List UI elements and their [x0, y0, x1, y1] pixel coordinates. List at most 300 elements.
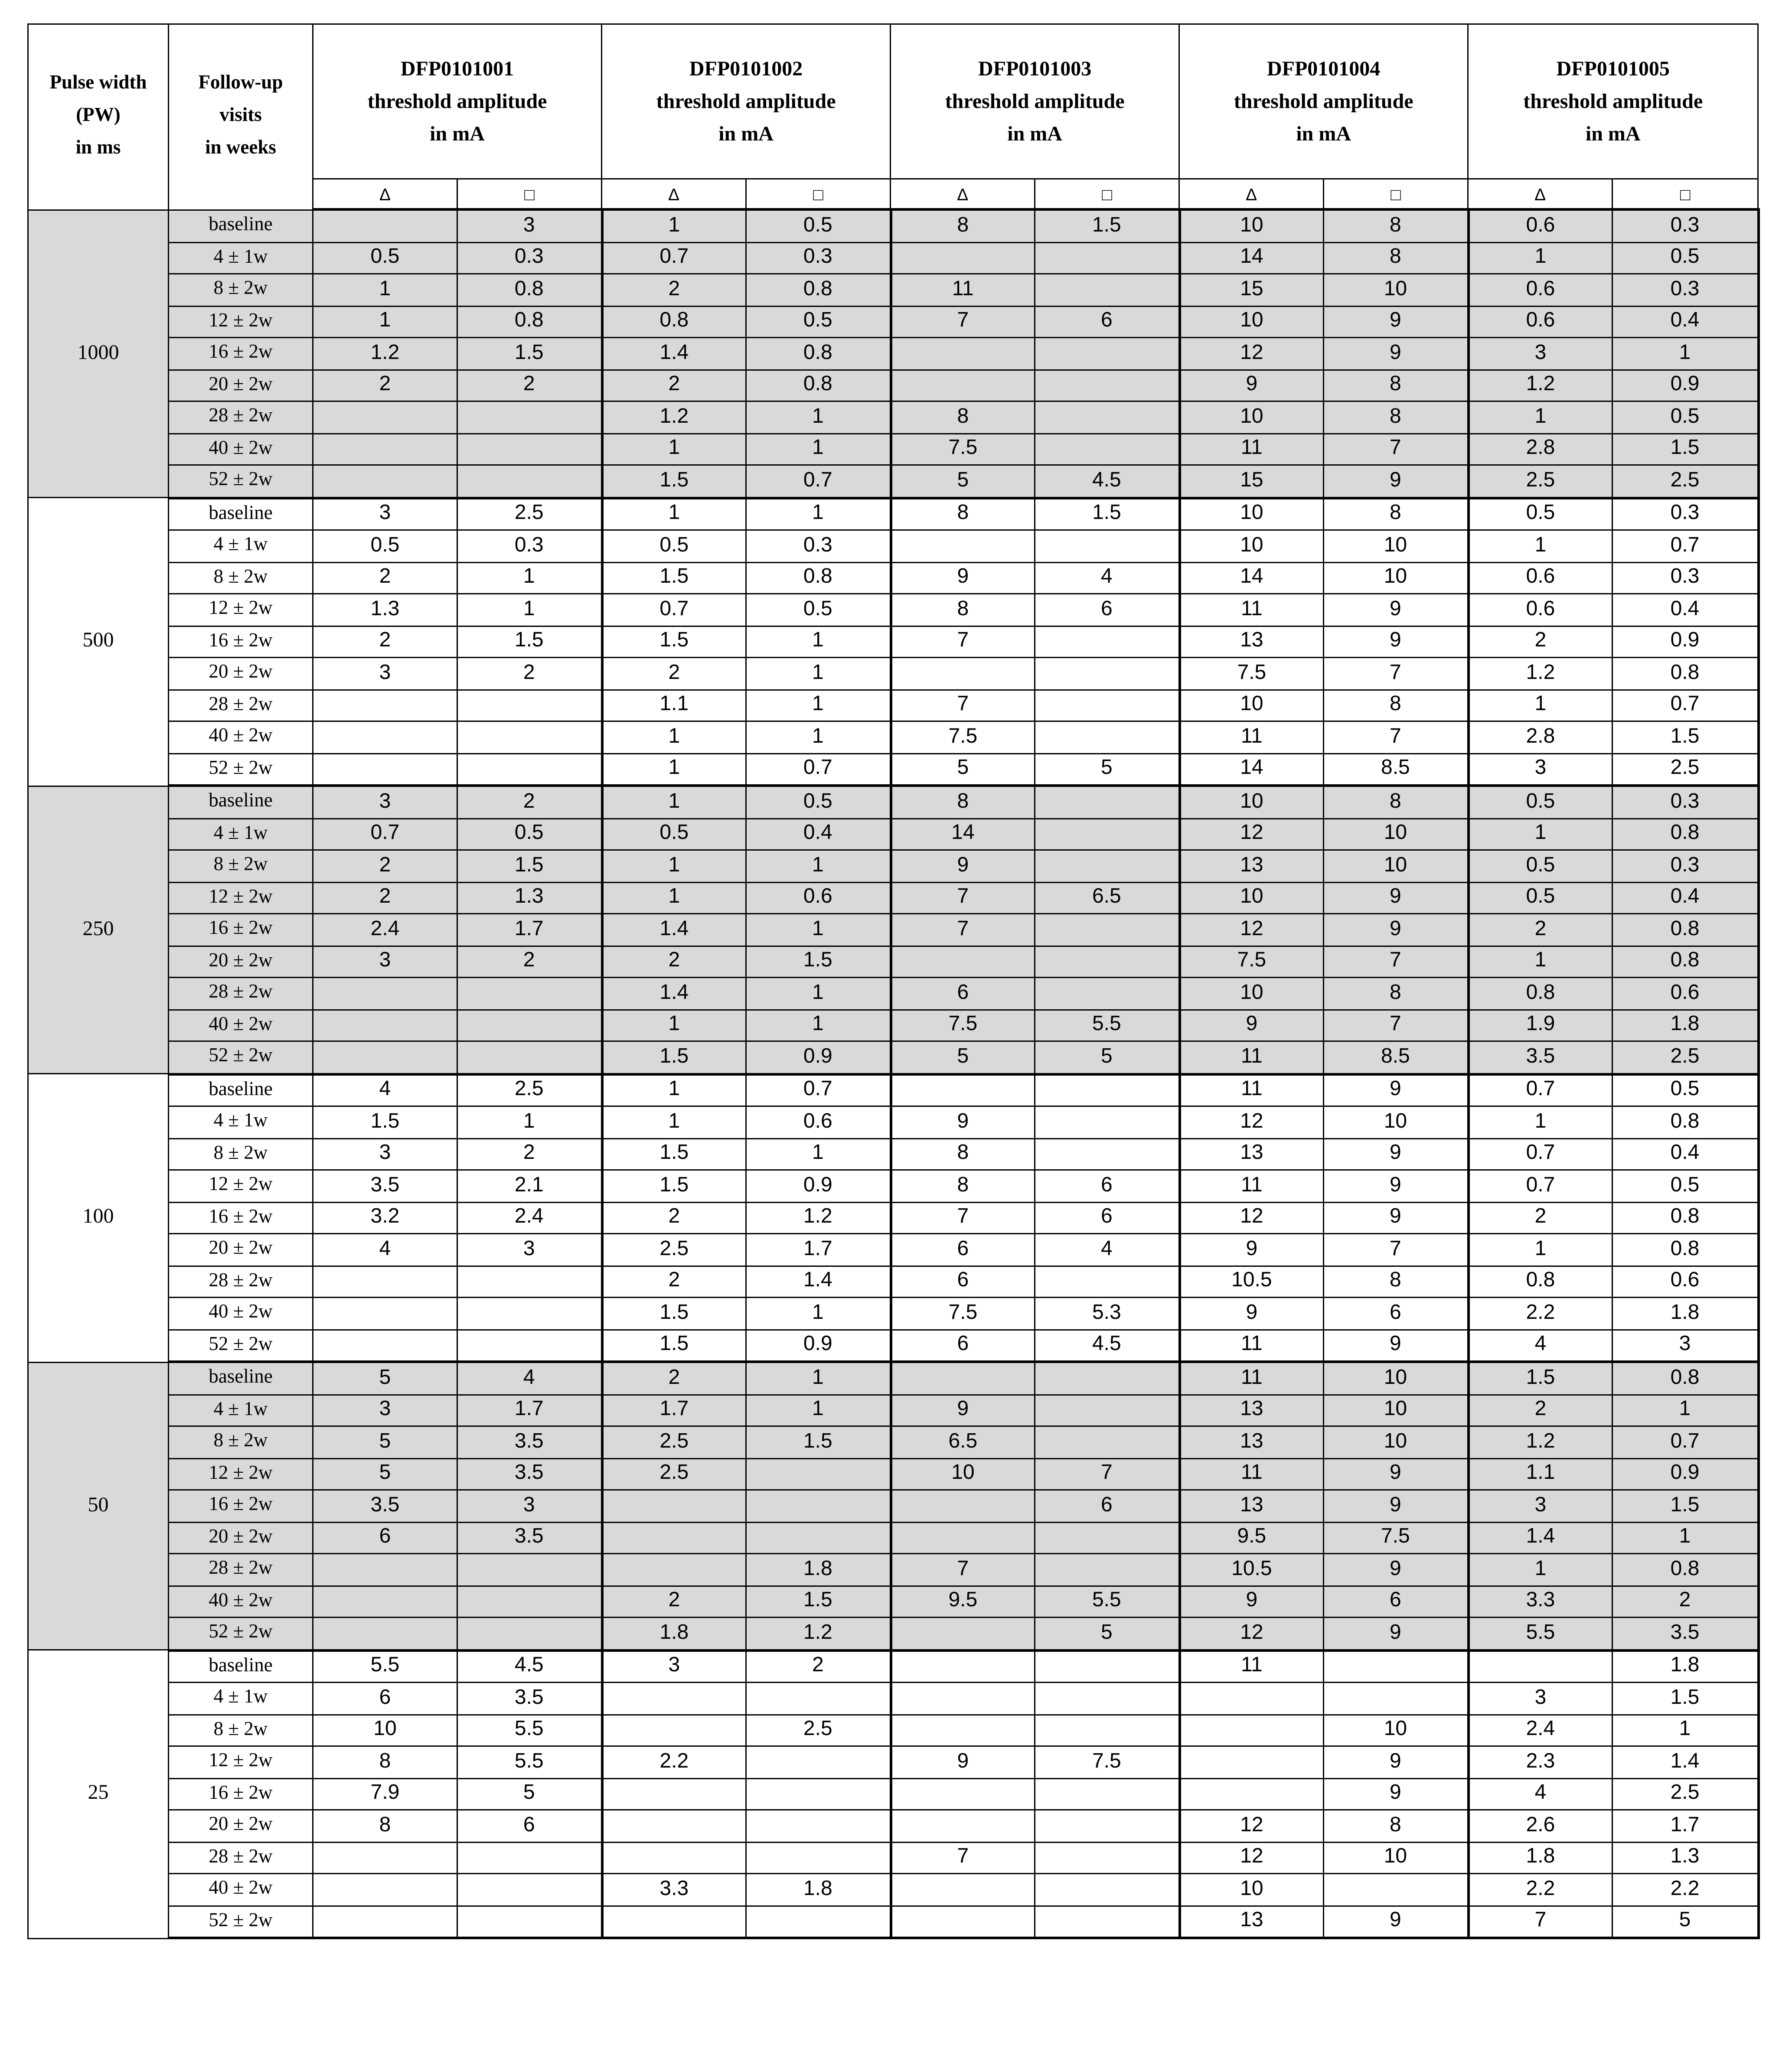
square-value-cell: [457, 1554, 602, 1586]
followup-header: [169, 24, 313, 210]
delta-value-cell: 2: [313, 562, 457, 594]
delta-value-cell: 11: [1179, 1074, 1324, 1106]
table-row: [28, 401, 1758, 434]
visit-cell: 28 ± 2w: [169, 689, 313, 721]
square-value-cell: 9: [1324, 1746, 1468, 1778]
delta-value-cell: 12: [1179, 338, 1324, 370]
device-unit: in mA: [1585, 123, 1641, 145]
table-row: [28, 1778, 1758, 1810]
table-row: [28, 1650, 1758, 1683]
square-value-cell: 1.8: [1612, 1298, 1758, 1330]
delta-value-cell: 8: [313, 1746, 457, 1778]
delta-value-cell: 9: [1179, 369, 1324, 401]
table-body: [28, 209, 1758, 1938]
square-value-cell: [457, 721, 602, 753]
table-row: [28, 1266, 1758, 1298]
delta-value-cell: 2: [1468, 914, 1612, 946]
device-header: [1179, 24, 1468, 179]
delta-value-cell: 2: [313, 369, 457, 401]
delta-value-cell: 2.5: [1468, 465, 1612, 498]
table-row: [28, 1683, 1758, 1715]
table-row: [28, 1874, 1758, 1906]
square-value-cell: 0.7: [1612, 689, 1758, 721]
delta-value-cell: 1.4: [602, 338, 746, 370]
square-value-cell: [1035, 1650, 1179, 1683]
square-value-cell: 1.7: [746, 1234, 891, 1266]
square-value-cell: 2.5: [1612, 1778, 1758, 1810]
delta-value-cell: [602, 1490, 746, 1522]
delta-value-cell: 1: [602, 882, 746, 914]
square-symbol: □: [457, 179, 602, 210]
square-value-cell: 9: [1324, 1202, 1468, 1234]
square-value-cell: 6: [1035, 306, 1179, 338]
square-value-cell: [1035, 274, 1179, 306]
table-row: [28, 369, 1758, 401]
delta-value-cell: 2: [1468, 626, 1612, 658]
delta-value-cell: 14: [1179, 753, 1324, 786]
delta-value-cell: 2.8: [1468, 721, 1612, 753]
square-value-cell: 2.5: [1612, 753, 1758, 786]
device-subtitle: threshold amplitude: [945, 90, 1125, 113]
delta-value-cell: 9: [1179, 1298, 1324, 1330]
square-value-cell: 0.7: [1612, 1426, 1758, 1458]
square-value-cell: 1: [746, 1138, 891, 1170]
table-row: [28, 1426, 1758, 1458]
square-value-cell: 1: [746, 1298, 891, 1330]
square-value-cell: 2.5: [457, 498, 602, 530]
square-value-cell: [1035, 1362, 1179, 1394]
delta-value-cell: 0.7: [602, 242, 746, 274]
device-unit: in mA: [1296, 123, 1351, 145]
table-row: [28, 1009, 1758, 1041]
delta-symbol: Δ: [1468, 179, 1612, 210]
square-value-cell: 8: [1324, 242, 1468, 274]
square-value-cell: 1.8: [746, 1874, 891, 1906]
square-value-cell: 2: [457, 1138, 602, 1170]
delta-value-cell: 12: [1179, 914, 1324, 946]
delta-value-cell: 0.6: [1468, 306, 1612, 338]
delta-value-cell: 3.5: [313, 1490, 457, 1522]
delta-value-cell: 1: [602, 1074, 746, 1106]
delta-value-cell: 11: [1179, 433, 1324, 465]
delta-value-cell: [891, 530, 1035, 562]
square-value-cell: 5: [1612, 1905, 1758, 1938]
delta-value-cell: 1.5: [602, 1329, 746, 1362]
visit-cell: 12 ± 2w: [169, 594, 313, 626]
table-row: [28, 721, 1758, 753]
square-value-cell: [1035, 1522, 1179, 1554]
square-value-cell: 6: [457, 1810, 602, 1842]
square-value-cell: [457, 1842, 602, 1874]
square-value-cell: [746, 1810, 891, 1842]
delta-value-cell: 14: [891, 818, 1035, 850]
square-value-cell: 1.8: [746, 1554, 891, 1586]
visit-cell: baseline: [169, 498, 313, 530]
square-value-cell: 0.3: [1612, 850, 1758, 882]
visit-cell: 28 ± 2w: [169, 401, 313, 434]
visit-cell: 12 ± 2w: [169, 306, 313, 338]
delta-value-cell: 2.4: [313, 914, 457, 946]
table-row: [28, 689, 1758, 721]
table-row: [28, 626, 1758, 658]
delta-value-cell: [891, 1683, 1035, 1715]
delta-value-cell: [313, 1905, 457, 1938]
square-value-cell: 8: [1324, 786, 1468, 818]
delta-value-cell: 2: [602, 1266, 746, 1298]
visit-cell: 8 ± 2w: [169, 1138, 313, 1170]
square-symbol: □: [1612, 179, 1758, 210]
square-value-cell: 1.5: [1035, 498, 1179, 530]
delta-value-cell: 10: [1179, 786, 1324, 818]
delta-value-cell: 0.5: [1468, 786, 1612, 818]
delta-value-cell: 9.5: [891, 1585, 1035, 1618]
square-value-cell: [457, 1905, 602, 1938]
square-value-cell: [746, 1778, 891, 1810]
square-value-cell: 8: [1324, 209, 1468, 242]
visit-cell: 40 ± 2w: [169, 721, 313, 753]
delta-value-cell: 4: [1468, 1778, 1612, 1810]
table-row: [28, 850, 1758, 882]
delta-value-cell: 3: [313, 786, 457, 818]
delta-value-cell: 0.6: [1468, 274, 1612, 306]
square-value-cell: 0.6: [746, 1106, 891, 1138]
visit-cell: 52 ± 2w: [169, 1041, 313, 1074]
square-value-cell: [746, 1905, 891, 1938]
delta-value-cell: 0.8: [602, 306, 746, 338]
delta-value-cell: [891, 242, 1035, 274]
square-value-cell: 7.5: [1324, 1522, 1468, 1554]
delta-value-cell: [602, 1905, 746, 1938]
square-value-cell: [1035, 978, 1179, 1010]
square-value-cell: 1: [1612, 1394, 1758, 1426]
table-row: [28, 1810, 1758, 1842]
delta-value-cell: 5: [891, 753, 1035, 786]
square-value-cell: [746, 1683, 891, 1715]
delta-value-cell: [602, 1522, 746, 1554]
delta-value-cell: 1.1: [1468, 1458, 1612, 1490]
square-value-cell: 0.3: [1612, 274, 1758, 306]
square-value-cell: [1035, 689, 1179, 721]
square-value-cell: [746, 1522, 891, 1554]
delta-value-cell: 5.5: [313, 1650, 457, 1683]
square-value-cell: 6: [1035, 1202, 1179, 1234]
square-value-cell: 2.5: [1612, 465, 1758, 498]
visit-cell: 16 ± 2w: [169, 914, 313, 946]
delta-value-cell: [602, 1842, 746, 1874]
delta-value-cell: 4: [313, 1234, 457, 1266]
delta-value-cell: [602, 1554, 746, 1586]
square-value-cell: 0.6: [746, 882, 891, 914]
square-value-cell: [746, 1842, 891, 1874]
visit-cell: baseline: [169, 1650, 313, 1683]
delta-value-cell: 12: [1179, 818, 1324, 850]
square-value-cell: 1: [746, 498, 891, 530]
pulse-width-cell: 250: [28, 786, 169, 1074]
square-value-cell: [457, 1329, 602, 1362]
square-value-cell: 3.5: [457, 1683, 602, 1715]
square-value-cell: [1035, 850, 1179, 882]
delta-value-cell: [891, 1522, 1035, 1554]
pulse-width-cell: 500: [28, 498, 169, 786]
square-value-cell: 4: [457, 1362, 602, 1394]
square-value-cell: [457, 465, 602, 498]
delta-value-cell: 1.2: [1468, 658, 1612, 690]
square-value-cell: 1: [746, 689, 891, 721]
visit-cell: baseline: [169, 209, 313, 242]
delta-value-cell: 1: [1468, 1554, 1612, 1586]
square-value-cell: 0.9: [1612, 369, 1758, 401]
square-value-cell: 4: [1035, 562, 1179, 594]
square-value-cell: 0.3: [457, 242, 602, 274]
square-value-cell: 0.7: [746, 1074, 891, 1106]
visit-cell: 20 ± 2w: [169, 369, 313, 401]
delta-value-cell: 0.8: [1468, 1266, 1612, 1298]
square-value-cell: 6: [1324, 1298, 1468, 1330]
delta-value-cell: 2.6: [1468, 1810, 1612, 1842]
square-value-cell: 7.5: [1035, 1746, 1179, 1778]
pulse-width-header: [28, 24, 169, 210]
visit-cell: 8 ± 2w: [169, 562, 313, 594]
square-value-cell: 2.5: [457, 1074, 602, 1106]
delta-value-cell: 13: [1179, 1905, 1324, 1938]
delta-value-cell: 7.5: [891, 721, 1035, 753]
device-subtitle: threshold amplitude: [656, 90, 836, 113]
delta-value-cell: 1.2: [313, 338, 457, 370]
square-value-cell: 7: [1324, 721, 1468, 753]
square-value-cell: 1: [746, 1394, 891, 1426]
delta-value-cell: 11: [1179, 721, 1324, 753]
delta-value-cell: 0.6: [1468, 562, 1612, 594]
delta-value-cell: [891, 369, 1035, 401]
table-row: [28, 338, 1758, 370]
square-value-cell: [1035, 369, 1179, 401]
delta-value-cell: 3: [313, 498, 457, 530]
square-value-cell: 10: [1324, 1362, 1468, 1394]
delta-value-cell: [313, 689, 457, 721]
square-value-cell: 0.7: [1612, 530, 1758, 562]
visit-cell: 28 ± 2w: [169, 1266, 313, 1298]
square-value-cell: 1.5: [1612, 1683, 1758, 1715]
delta-value-cell: 6: [891, 1266, 1035, 1298]
visit-cell: 40 ± 2w: [169, 1874, 313, 1906]
delta-value-cell: 3: [1468, 338, 1612, 370]
square-value-cell: 2.1: [457, 1170, 602, 1202]
square-value-cell: 0.5: [457, 818, 602, 850]
table-row: [28, 1554, 1758, 1586]
pulse-width-cell: 100: [28, 1074, 169, 1362]
delta-value-cell: [1179, 1714, 1324, 1746]
delta-value-cell: 2: [313, 850, 457, 882]
delta-value-cell: 15: [1179, 465, 1324, 498]
square-value-cell: [1035, 658, 1179, 690]
square-value-cell: [457, 1618, 602, 1650]
table-row: [28, 1074, 1758, 1106]
device-id: DFP0101004: [1267, 58, 1381, 80]
square-value-cell: [457, 689, 602, 721]
delta-value-cell: [602, 1810, 746, 1842]
square-value-cell: 10: [1324, 850, 1468, 882]
delta-value-cell: [891, 1650, 1035, 1683]
delta-value-cell: 9: [1179, 1009, 1324, 1041]
delta-value-cell: 0.7: [1468, 1138, 1612, 1170]
pulse-width-cell: 1000: [28, 209, 169, 498]
square-value-cell: 1: [1612, 338, 1758, 370]
delta-value-cell: 10: [1179, 978, 1324, 1010]
visit-cell: 4 ± 1w: [169, 1683, 313, 1715]
visit-cell: 4 ± 1w: [169, 818, 313, 850]
square-value-cell: 1.5: [1035, 209, 1179, 242]
delta-value-cell: 2: [602, 274, 746, 306]
delta-value-cell: 10: [1179, 882, 1324, 914]
delta-value-cell: 7: [891, 689, 1035, 721]
square-value-cell: 1.2: [746, 1618, 891, 1650]
square-value-cell: 0.3: [1612, 786, 1758, 818]
square-value-cell: 3: [457, 1234, 602, 1266]
delta-value-cell: 1.5: [602, 1138, 746, 1170]
delta-value-cell: [313, 1874, 457, 1906]
visit-cell: 40 ± 2w: [169, 433, 313, 465]
delta-symbol: Δ: [602, 179, 746, 210]
delta-value-cell: 4: [313, 1074, 457, 1106]
delta-value-cell: 6.5: [891, 1426, 1035, 1458]
delta-value-cell: 1.2: [602, 401, 746, 434]
square-value-cell: 9: [1324, 1905, 1468, 1938]
square-value-cell: 1.5: [457, 338, 602, 370]
delta-value-cell: 0.7: [313, 818, 457, 850]
square-value-cell: 0.8: [457, 274, 602, 306]
square-value-cell: [1035, 1138, 1179, 1170]
square-value-cell: 2.4: [457, 1202, 602, 1234]
square-value-cell: 1.5: [1612, 721, 1758, 753]
square-value-cell: 7: [1324, 658, 1468, 690]
visit-cell: 52 ± 2w: [169, 1618, 313, 1650]
square-value-cell: [1035, 1426, 1179, 1458]
square-value-cell: 8.5: [1324, 753, 1468, 786]
delta-value-cell: 9: [1179, 1585, 1324, 1618]
delta-value-cell: 2: [602, 369, 746, 401]
delta-value-cell: 12: [1179, 1202, 1324, 1234]
square-value-cell: [1035, 1074, 1179, 1106]
device-id: DFP0101005: [1556, 58, 1670, 80]
square-value-cell: 0.9: [1612, 626, 1758, 658]
table-row: [28, 242, 1758, 274]
delta-value-cell: 1: [602, 209, 746, 242]
square-value-cell: 6: [1324, 1585, 1468, 1618]
delta-value-cell: 12: [1179, 1106, 1324, 1138]
square-value-cell: 3.5: [1612, 1618, 1758, 1650]
header-row: [28, 24, 1758, 179]
delta-value-cell: 11: [1179, 1650, 1324, 1683]
visit-cell: 8 ± 2w: [169, 1426, 313, 1458]
square-value-cell: 2: [746, 1650, 891, 1683]
delta-value-cell: 13: [1179, 626, 1324, 658]
square-value-cell: 1.2: [746, 1202, 891, 1234]
delta-value-cell: 1: [1468, 530, 1612, 562]
square-value-cell: [457, 1009, 602, 1041]
delta-value-cell: 1: [602, 1106, 746, 1138]
table-row: [28, 978, 1758, 1010]
square-value-cell: [1035, 530, 1179, 562]
square-value-cell: 9: [1324, 882, 1468, 914]
delta-value-cell: 2.5: [602, 1234, 746, 1266]
square-value-cell: 5.5: [457, 1746, 602, 1778]
square-value-cell: 1.4: [1612, 1746, 1758, 1778]
delta-value-cell: 3: [313, 658, 457, 690]
table-row: [28, 786, 1758, 818]
delta-value-cell: 7.9: [313, 1778, 457, 1810]
delta-value-cell: 1.5: [602, 562, 746, 594]
square-value-cell: 1.5: [457, 850, 602, 882]
delta-value-cell: 10: [1179, 209, 1324, 242]
square-value-cell: 1.8: [1612, 1650, 1758, 1683]
table-row: [28, 1458, 1758, 1490]
delta-value-cell: 13: [1179, 850, 1324, 882]
square-value-cell: 1.8: [1612, 1009, 1758, 1041]
square-value-cell: 0.3: [457, 530, 602, 562]
square-value-cell: 1: [746, 1009, 891, 1041]
delta-value-cell: 1.4: [1468, 1522, 1612, 1554]
square-value-cell: 8: [1324, 498, 1468, 530]
table-row: [28, 1234, 1758, 1266]
square-value-cell: 0.3: [1612, 498, 1758, 530]
pulse-width-cell: 50: [28, 1362, 169, 1650]
delta-value-cell: 1: [313, 306, 457, 338]
square-symbol: □: [746, 179, 891, 210]
delta-value-cell: 0.6: [1468, 209, 1612, 242]
delta-value-cell: 13: [1179, 1490, 1324, 1522]
delta-value-cell: [891, 1874, 1035, 1906]
delta-value-cell: [313, 433, 457, 465]
square-value-cell: 0.4: [1612, 306, 1758, 338]
delta-value-cell: 6: [891, 978, 1035, 1010]
delta-value-cell: 2: [602, 946, 746, 978]
square-value-cell: 0.8: [1612, 1362, 1758, 1394]
square-value-cell: 0.5: [746, 786, 891, 818]
delta-value-cell: 1: [602, 753, 746, 786]
delta-value-cell: 1: [313, 274, 457, 306]
delta-value-cell: 13: [1179, 1394, 1324, 1426]
square-value-cell: 0.5: [1612, 242, 1758, 274]
square-value-cell: 0.3: [1612, 209, 1758, 242]
device-id: DFP0101001: [400, 58, 514, 80]
table-row: [28, 530, 1758, 562]
delta-value-cell: [602, 1714, 746, 1746]
square-value-cell: 4.5: [1035, 465, 1179, 498]
delta-value-cell: 0.5: [602, 530, 746, 562]
table-row: [28, 1202, 1758, 1234]
square-value-cell: 1.4: [746, 1266, 891, 1298]
delta-value-cell: 1: [602, 433, 746, 465]
delta-value-cell: 10: [1179, 689, 1324, 721]
delta-value-cell: 1.2: [1468, 1426, 1612, 1458]
square-value-cell: 8.5: [1324, 1041, 1468, 1074]
square-value-cell: 5.5: [1035, 1009, 1179, 1041]
square-value-cell: 1.7: [457, 914, 602, 946]
delta-value-cell: 0.7: [1468, 1074, 1612, 1106]
square-value-cell: 1.5: [746, 1426, 891, 1458]
visit-cell: 52 ± 2w: [169, 465, 313, 498]
square-value-cell: 7: [1324, 1009, 1468, 1041]
square-value-cell: 10: [1324, 818, 1468, 850]
delta-value-cell: 9: [1179, 1234, 1324, 1266]
square-value-cell: 10: [1324, 1842, 1468, 1874]
square-value-cell: 0.5: [746, 209, 891, 242]
square-value-cell: [1035, 433, 1179, 465]
delta-value-cell: [313, 209, 457, 242]
square-value-cell: 10: [1324, 1394, 1468, 1426]
square-value-cell: [1324, 1683, 1468, 1715]
square-value-cell: 7: [1035, 1458, 1179, 1490]
